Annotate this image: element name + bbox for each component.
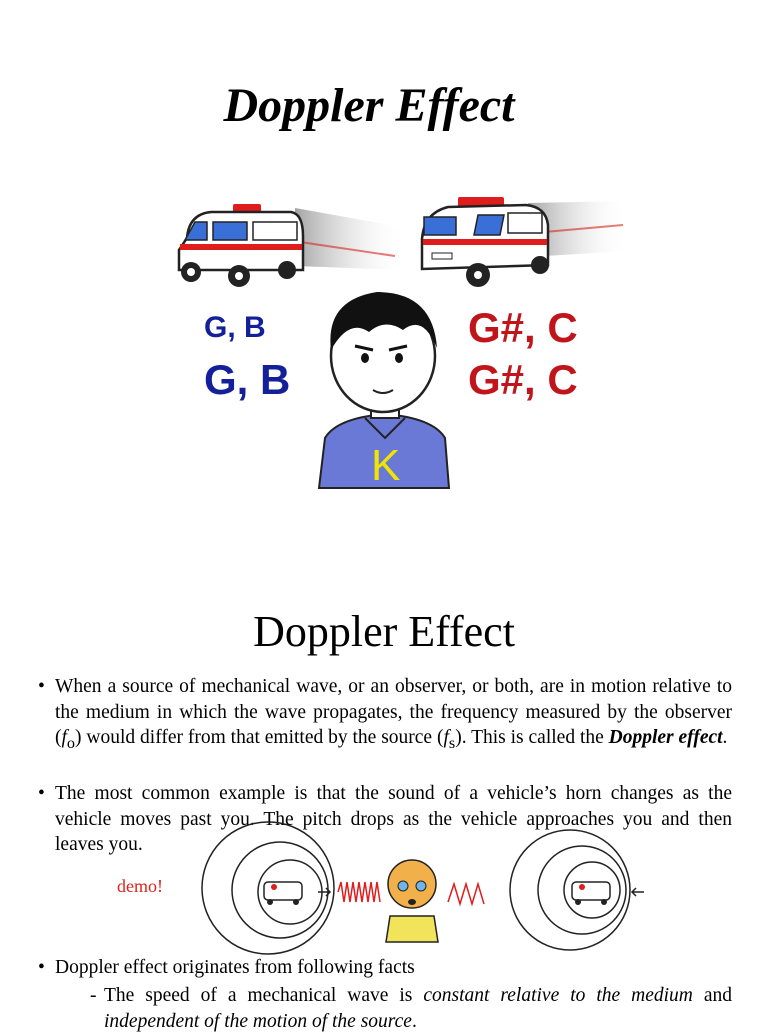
ambulance-left-illustration xyxy=(175,200,415,300)
note-line-3: G#, C xyxy=(468,304,578,351)
text-run: When a source of mechanical wave, or an observer, or both, are in motion relative to the medium in which the wave propagates, the frequency measured by the observer ( xyxy=(55,676,732,748)
bullet-dot: • xyxy=(38,676,45,697)
bullet-dot: • xyxy=(38,957,45,978)
ambulance-right-illustration xyxy=(418,195,638,295)
bullet-3-text: Doppler effect originates from following facts xyxy=(55,957,415,978)
note-line-4: G#, C xyxy=(468,356,578,403)
doppler-effect-term: Doppler effect xyxy=(608,727,723,748)
bullet-1-text xyxy=(55,674,732,756)
note-line-2: G, B xyxy=(204,356,291,403)
demo-link[interactable]: demo! xyxy=(117,876,163,896)
shirt-letter: K xyxy=(371,441,401,490)
text-run: . xyxy=(411,1010,417,1032)
right-wavefronts xyxy=(510,830,630,950)
text-run: and xyxy=(692,985,733,1006)
text-run: The speed of a mechanical wave is xyxy=(104,985,424,1006)
text-run: ). This is called the xyxy=(455,727,609,748)
slide-2-title: Doppler Effect xyxy=(253,607,515,656)
bullet-2-text: The most common example is that the sound of a vehicle’s horn changes as the vehicle moves past you. The pitch drops as the vehicle approaches you and then leaves you. xyxy=(55,783,732,855)
text-run: ) would differ from that emitted by the source ( xyxy=(75,727,444,748)
note-line-1: G, B xyxy=(204,311,266,344)
subscript-s: s xyxy=(448,733,456,752)
symbol-f: f xyxy=(61,727,67,748)
sub-bullet-dash: - xyxy=(90,985,97,1006)
sub-bullet-1 xyxy=(90,983,732,1034)
bullet-dot: • xyxy=(38,783,45,804)
symbol-f: f xyxy=(443,727,449,748)
bullet-3 xyxy=(38,955,732,981)
receding-notes-label xyxy=(468,302,578,406)
emphasis-constant-relative: constant relative to the medium xyxy=(423,985,693,1006)
emphasis-independent: independent of the motion of the source xyxy=(104,1010,412,1032)
subscript-o: o xyxy=(66,733,76,752)
slide-1-title: Doppler Effect xyxy=(223,79,515,132)
bullet-1 xyxy=(38,674,732,756)
approaching-notes-label xyxy=(204,302,290,406)
slide-2 xyxy=(0,560,768,1032)
boy-listener-illustration xyxy=(315,290,455,490)
text-run: . xyxy=(722,727,728,748)
doppler-wavefront-diagram xyxy=(198,832,668,942)
sub-bullet-1-text xyxy=(104,983,732,1034)
